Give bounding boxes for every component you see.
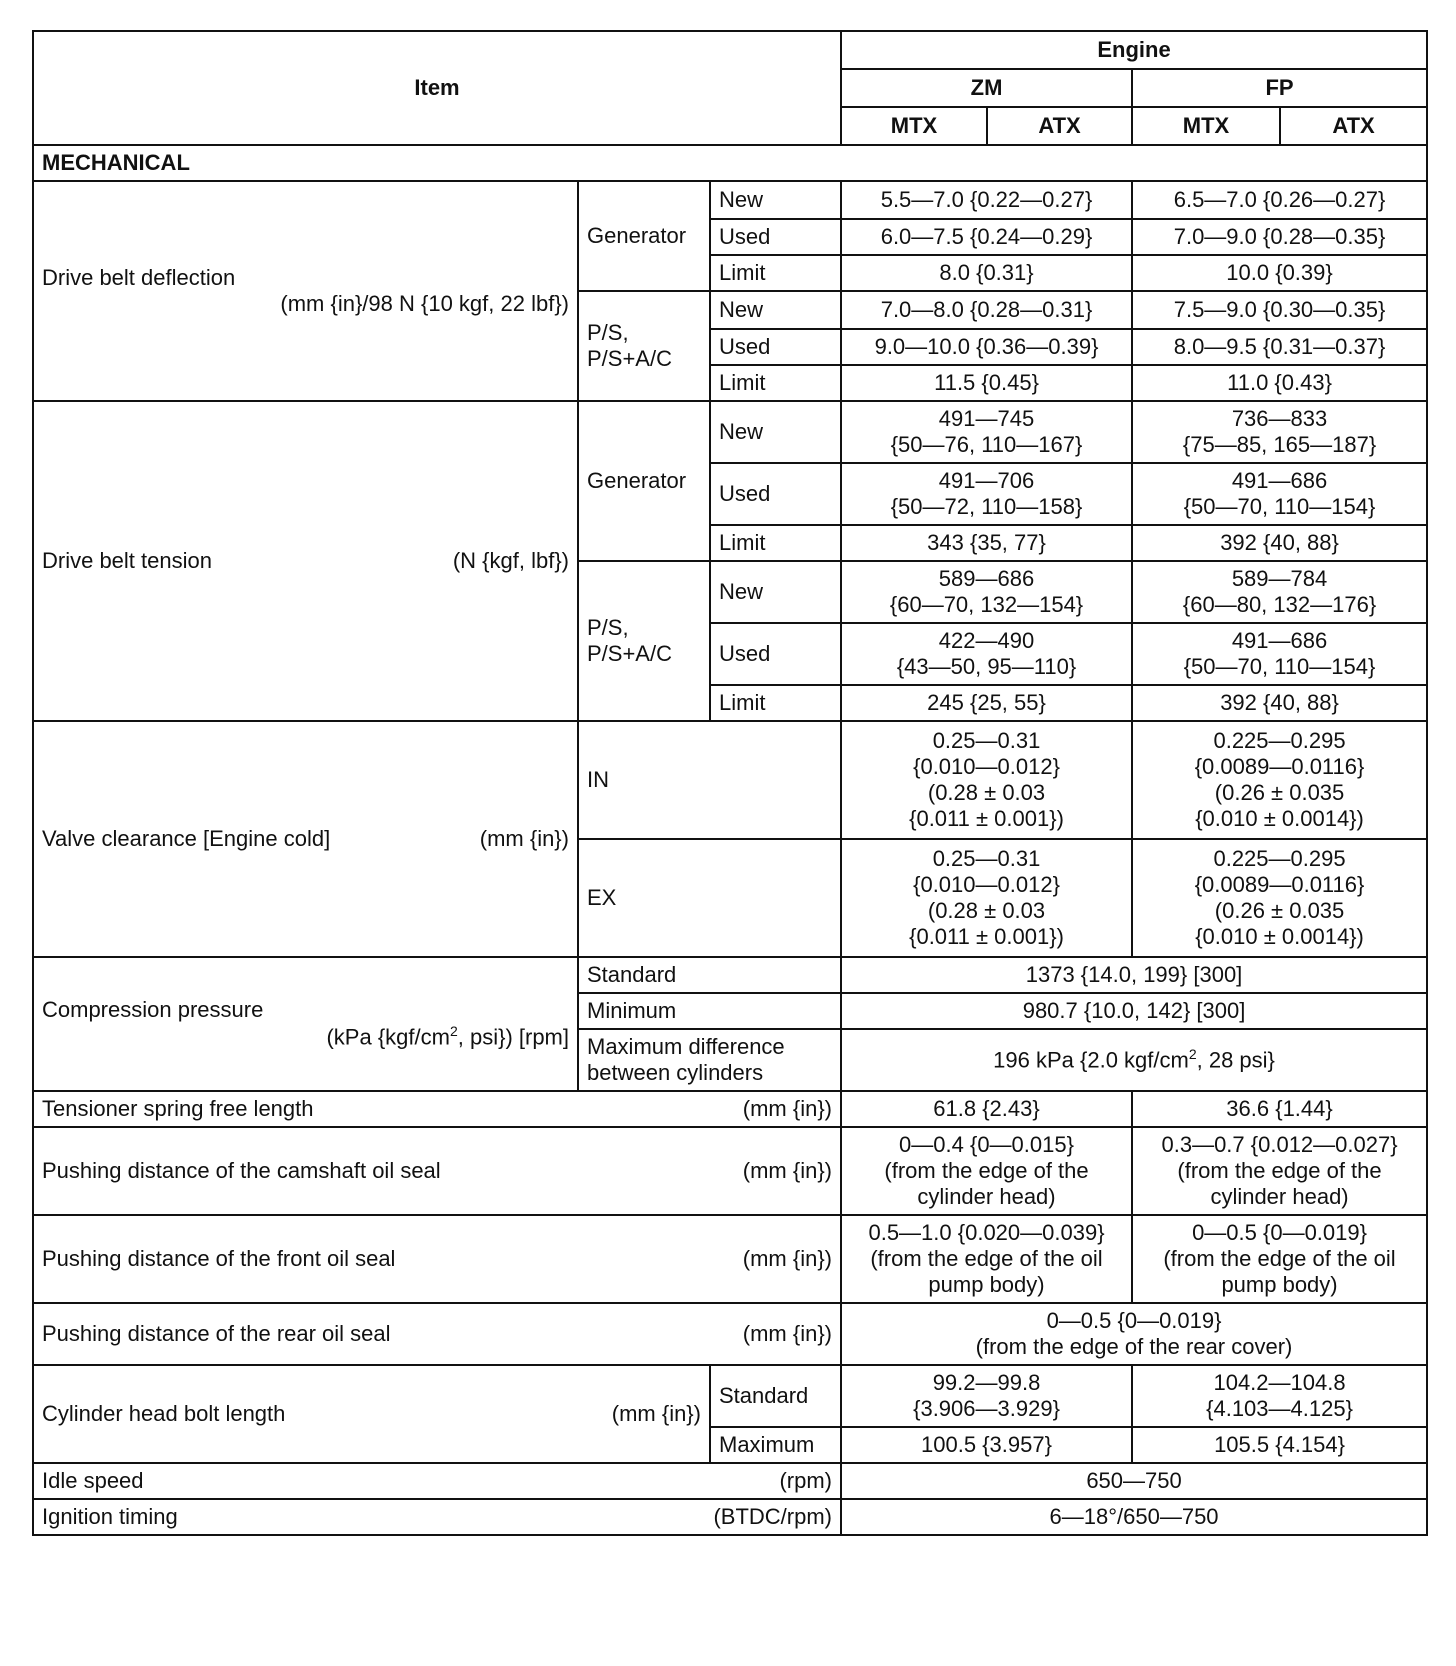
head-bolt-maximum-label: Maximum xyxy=(710,1427,841,1463)
head-bolt-name: Cylinder head bolt length xyxy=(42,1401,286,1427)
belt-deflection-label xyxy=(33,181,578,401)
idle-speed-units: (rpm) xyxy=(779,1468,833,1494)
front-seal-zm: 0.5—1.0 {0.020—0.039} (from the edge of the oil pump body) xyxy=(841,1215,1132,1303)
deflection-ps-used-zm: 9.0—10.0 {0.36—0.39} xyxy=(841,329,1132,365)
front-seal-units: (mm {in}) xyxy=(742,1246,833,1272)
tensioner-name: Tensioner spring free length xyxy=(42,1096,314,1122)
fp-atx-header: ATX xyxy=(1280,107,1427,145)
tension-gen-used-label: Used xyxy=(710,463,841,525)
rear-seal-units: (mm {in}) xyxy=(742,1321,833,1347)
deflection-gen-used-zm: 6.0—7.5 {0.24—0.29} xyxy=(841,219,1132,255)
tension-gen-limit-zm: 343 {35, 77} xyxy=(841,525,1132,561)
zm-mtx-header: MTX xyxy=(841,107,987,145)
compression-name: Compression pressure xyxy=(42,997,264,1023)
tension-generator-label: Generator xyxy=(578,401,710,561)
ignition-timing-units: (BTDC/rpm) xyxy=(713,1504,833,1530)
valve-in-label: IN xyxy=(578,721,841,839)
tension-ps-used-label: Used xyxy=(710,623,841,685)
tensioner-label xyxy=(33,1091,841,1127)
tension-gen-new-fp: 736—833 {75—85, 165—187} xyxy=(1132,401,1427,463)
superscript-2: 2 xyxy=(1188,1046,1197,1063)
tensioner-fp: 36.6 {1.44} xyxy=(1132,1091,1427,1127)
item-header: Item xyxy=(33,31,841,145)
compression-maxdiff-value: 196 kPa {2.0 kgf/$cm^2$, 28 psi} xyxy=(841,1029,1427,1091)
head-bolt-standard-zm: 99.2—99.8 {3.906—3.929} xyxy=(841,1365,1132,1427)
compression-minimum-value: 980.7 {10.0, 142} [300] xyxy=(841,993,1427,1029)
valve-clearance-units: (mm {in}) xyxy=(479,826,569,852)
tension-ps-new-fp: 589—784 {60—80, 132—176} xyxy=(1132,561,1427,623)
tension-ps-limit-zm: 245 {25, 55} xyxy=(841,685,1132,721)
deflection-gen-new-fp: 6.5—7.0 {0.26—0.27} xyxy=(1132,181,1427,219)
head-bolt-label xyxy=(33,1365,710,1463)
zm-header: ZM xyxy=(841,69,1132,107)
deflection-gen-new-label: New xyxy=(710,181,841,219)
front-seal-label xyxy=(33,1215,841,1303)
compression-maxdiff-label: Maximum difference between cylinders xyxy=(578,1029,841,1091)
tension-ps-label: P/S, P/S+A/C xyxy=(578,561,710,721)
ignition-timing-value: 6—18°/650—750 xyxy=(841,1499,1427,1535)
deflection-ps-new-label: New xyxy=(710,291,841,329)
rear-seal-label xyxy=(33,1303,841,1365)
fp-mtx-header: MTX xyxy=(1132,107,1280,145)
compression-minimum-label: Minimum xyxy=(578,993,841,1029)
head-bolt-standard-fp: 104.2—104.8 {4.103—4.125} xyxy=(1132,1365,1427,1427)
head-bolt-maximum-fp: 105.5 {4.154} xyxy=(1132,1427,1427,1463)
specifications-table xyxy=(32,30,1428,1536)
belt-tension-units: (N {kgf, lbf}) xyxy=(452,548,569,574)
camshaft-seal-zm: 0—0.4 {0—0.015} (from the edge of the cylinder head) xyxy=(841,1127,1132,1215)
tension-gen-new-label: New xyxy=(710,401,841,463)
tension-gen-used-zm: 491—706 {50—72, 110—158} xyxy=(841,463,1132,525)
head-bolt-standard-label: Standard xyxy=(710,1365,841,1427)
deflection-gen-used-fp: 7.0—9.0 {0.28—0.35} xyxy=(1132,219,1427,255)
deflection-ps-new-fp: 7.5—9.0 {0.30—0.35} xyxy=(1132,291,1427,329)
compression-label xyxy=(33,957,578,1091)
tension-ps-used-zm: 422—490 {43—50, 95—110} xyxy=(841,623,1132,685)
deflection-ps-limit-zm: 11.5 {0.45} xyxy=(841,365,1132,401)
tension-gen-limit-fp: 392 {40, 88} xyxy=(1132,525,1427,561)
deflection-gen-limit-zm: 8.0 {0.31} xyxy=(841,255,1132,291)
deflection-gen-limit-label: Limit xyxy=(710,255,841,291)
deflection-ps-limit-fp: 11.0 {0.43} xyxy=(1132,365,1427,401)
deflection-ps-new-zm: 7.0—8.0 {0.28—0.31} xyxy=(841,291,1132,329)
deflection-ps-used-fp: 8.0—9.5 {0.31—0.37} xyxy=(1132,329,1427,365)
deflection-ps-used-label: Used xyxy=(710,329,841,365)
tensioner-zm: 61.8 {2.43} xyxy=(841,1091,1132,1127)
belt-deflection-name: Drive belt deflection xyxy=(42,265,236,291)
tension-gen-new-zm: 491—745 {50—76, 110—167} xyxy=(841,401,1132,463)
valve-in-zm: 0.25—0.31 {0.010—0.012} (0.28 ± 0.03 {0.011 ± 0.001}) xyxy=(841,721,1132,839)
fp-header: FP xyxy=(1132,69,1427,107)
rear-seal-name: Pushing distance of the rear oil seal xyxy=(42,1321,391,1347)
deflection-ps-label: P/S, P/S+A/C xyxy=(578,291,710,401)
front-seal-name: Pushing distance of the front oil seal xyxy=(42,1246,396,1272)
tension-ps-new-label: New xyxy=(710,561,841,623)
deflection-generator-label: Generator xyxy=(578,181,710,291)
compression-standard-label: Standard xyxy=(578,957,841,993)
tension-ps-limit-fp: 392 {40, 88} xyxy=(1132,685,1427,721)
camshaft-seal-units: (mm {in}) xyxy=(742,1158,833,1184)
head-bolt-units: (mm {in}) xyxy=(611,1401,701,1427)
engine-header: Engine xyxy=(841,31,1427,69)
camshaft-seal-name: Pushing distance of the camshaft oil seal xyxy=(42,1158,441,1184)
superscript-2: 2 xyxy=(449,1023,458,1040)
deflection-gen-limit-fp: 10.0 {0.39} xyxy=(1132,255,1427,291)
tension-ps-limit-label: Limit xyxy=(710,685,841,721)
idle-speed-value: 650—750 xyxy=(841,1463,1427,1499)
deflection-gen-used-label: Used xyxy=(710,219,841,255)
deflection-ps-limit-label: Limit xyxy=(710,365,841,401)
camshaft-seal-label xyxy=(33,1127,841,1215)
ignition-timing-label xyxy=(33,1499,841,1535)
valve-clearance-name: Valve clearance [Engine cold] xyxy=(42,826,331,852)
idle-speed-label xyxy=(33,1463,841,1499)
valve-ex-fp: 0.225—0.295 {0.0089—0.0116} (0.26 ± 0.035 {0.010 ± 0.0014}) xyxy=(1132,839,1427,957)
ignition-timing-name: Ignition timing xyxy=(42,1504,178,1530)
head-bolt-maximum-zm: 100.5 {3.957} xyxy=(841,1427,1132,1463)
valve-ex-zm: 0.25—0.31 {0.010—0.012} (0.28 ± 0.03 {0.011 ± 0.001}) xyxy=(841,839,1132,957)
belt-tension-name: Drive belt tension xyxy=(42,548,212,574)
section-title: MECHANICAL xyxy=(33,145,1427,181)
idle-speed-name: Idle speed xyxy=(42,1468,144,1494)
valve-clearance-label xyxy=(33,721,578,957)
tension-ps-used-fp: 491—686 {50—70, 110—154} xyxy=(1132,623,1427,685)
rear-seal-value: 0—0.5 {0—0.019} (from the edge of the rear cover) xyxy=(841,1303,1427,1365)
compression-units: (kPa {$kgf/cm^2$, psi}) [rpm] xyxy=(326,1023,569,1050)
valve-ex-label: EX xyxy=(578,839,841,957)
belt-deflection-units: (mm {in}/98 N {10 kgf, 22 lbf}) xyxy=(280,291,569,316)
tension-gen-used-fp: 491—686 {50—70, 110—154} xyxy=(1132,463,1427,525)
belt-tension-label xyxy=(33,401,578,721)
zm-atx-header: ATX xyxy=(987,107,1132,145)
camshaft-seal-fp: 0.3—0.7 {0.012—0.027} (from the edge of the cylinder head) xyxy=(1132,1127,1427,1215)
front-seal-fp: 0—0.5 {0—0.019} (from the edge of the oil pump body) xyxy=(1132,1215,1427,1303)
compression-standard-value: 1373 {14.0, 199} [300] xyxy=(841,957,1427,993)
tension-ps-new-zm: 589—686 {60—70, 132—154} xyxy=(841,561,1132,623)
valve-in-fp: 0.225—0.295 {0.0089—0.0116} (0.26 ± 0.035 {0.010 ± 0.0014}) xyxy=(1132,721,1427,839)
tension-gen-limit-label: Limit xyxy=(710,525,841,561)
tensioner-units: (mm {in}) xyxy=(742,1096,833,1122)
deflection-gen-new-zm: 5.5—7.0 {0.22—0.27} xyxy=(841,181,1132,219)
